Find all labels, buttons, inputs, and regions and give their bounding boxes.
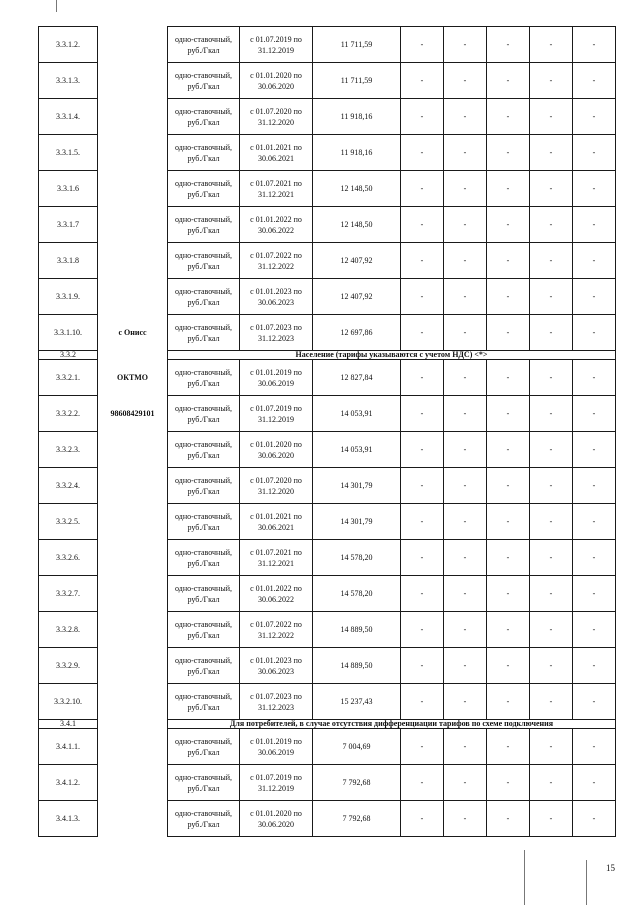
- row-number: 3.3.1.6: [39, 171, 98, 207]
- empty-value-cell: -: [573, 27, 616, 63]
- oktmo-column-cell: [98, 99, 168, 135]
- table-row: [39, 612, 616, 648]
- oktmo-column-cell: [98, 648, 168, 684]
- empty-value-cell: -: [487, 729, 530, 765]
- table-row: [39, 801, 616, 837]
- table-row: [39, 468, 616, 504]
- tariff-period: с 01.01.2019 по 30.06.2019: [240, 360, 313, 396]
- empty-value-cell: -: [530, 315, 573, 351]
- table-row: [39, 99, 616, 135]
- tariff-table: [38, 26, 616, 837]
- tariff-unit: одно-ставочный, руб./Гкал: [168, 171, 240, 207]
- oktmo-column-cell: [98, 729, 168, 765]
- empty-value-cell: -: [573, 801, 616, 837]
- oktmo-column-cell: [98, 801, 168, 837]
- tariff-value: 11 711,59: [313, 27, 401, 63]
- table-row: [39, 396, 616, 432]
- tariff-period: с 01.01.2022 по 30.06.2022: [240, 207, 313, 243]
- oktmo-column-cell: 98608429101: [98, 396, 168, 432]
- empty-value-cell: -: [401, 612, 444, 648]
- empty-value-cell: -: [401, 99, 444, 135]
- oktmo-column-cell: [98, 612, 168, 648]
- tariff-unit: одно-ставочный, руб./Гкал: [168, 279, 240, 315]
- empty-value-cell: -: [444, 432, 487, 468]
- tariff-value: 11 711,59: [313, 63, 401, 99]
- empty-value-cell: -: [487, 63, 530, 99]
- oktmo-column-cell: [98, 27, 168, 63]
- empty-value-cell: -: [444, 648, 487, 684]
- row-number: 3.3.1.2.: [39, 27, 98, 63]
- empty-value-cell: -: [573, 360, 616, 396]
- empty-value-cell: -: [401, 648, 444, 684]
- tariff-unit: одно-ставочный, руб./Гкал: [168, 540, 240, 576]
- scan-artifact-line: [586, 860, 587, 905]
- tariff-unit: одно-ставочный, руб./Гкал: [168, 99, 240, 135]
- tariff-value: 12 148,50: [313, 171, 401, 207]
- row-number: 3.4.1.3.: [39, 801, 98, 837]
- row-number: 3.3.2.4.: [39, 468, 98, 504]
- tariff-period: с 01.07.2020 по 31.12.2020: [240, 99, 313, 135]
- empty-value-cell: -: [444, 360, 487, 396]
- empty-value-cell: -: [573, 729, 616, 765]
- table-row: [39, 576, 616, 612]
- row-number: 3.3.2.2.: [39, 396, 98, 432]
- row-number: 3.3.1.8: [39, 243, 98, 279]
- empty-value-cell: -: [444, 243, 487, 279]
- empty-value-cell: -: [573, 612, 616, 648]
- empty-value-cell: -: [573, 315, 616, 351]
- tariff-period: с 01.07.2020 по 31.12.2020: [240, 468, 313, 504]
- row-number: 3.3.2.3.: [39, 432, 98, 468]
- scan-artifact-line: [524, 850, 525, 905]
- empty-value-cell: -: [530, 504, 573, 540]
- tariff-unit: одно-ставочный, руб./Гкал: [168, 468, 240, 504]
- row-number: 3.3.2.10.: [39, 684, 98, 720]
- table-row: [39, 360, 616, 396]
- section-title: Население (тарифы указываются с учетом НДС) <*>: [168, 351, 616, 360]
- tariff-value: 14 053,91: [313, 432, 401, 468]
- empty-value-cell: -: [530, 801, 573, 837]
- empty-value-cell: -: [487, 801, 530, 837]
- empty-value-cell: -: [401, 765, 444, 801]
- tariff-period: с 01.07.2019 по 31.12.2019: [240, 27, 313, 63]
- empty-value-cell: -: [487, 684, 530, 720]
- empty-value-cell: -: [444, 396, 487, 432]
- tariff-unit: одно-ставочный, руб./Гкал: [168, 396, 240, 432]
- tariff-period: с 01.07.2019 по 31.12.2019: [240, 765, 313, 801]
- tariff-period: с 01.01.2023 по 30.06.2023: [240, 279, 313, 315]
- empty-value-cell: -: [573, 576, 616, 612]
- tariff-value: 14 578,20: [313, 576, 401, 612]
- empty-value-cell: -: [401, 576, 444, 612]
- oktmo-column-cell: [98, 243, 168, 279]
- tariff-value: 14 301,79: [313, 504, 401, 540]
- empty-value-cell: -: [530, 684, 573, 720]
- empty-value-cell: -: [530, 576, 573, 612]
- empty-value-cell: -: [401, 135, 444, 171]
- tariff-unit: одно-ставочный, руб./Гкал: [168, 63, 240, 99]
- empty-value-cell: -: [487, 468, 530, 504]
- empty-value-cell: -: [444, 315, 487, 351]
- table-row: [39, 504, 616, 540]
- empty-value-cell: -: [573, 540, 616, 576]
- oktmo-column-cell: [98, 63, 168, 99]
- empty-value-cell: -: [444, 279, 487, 315]
- empty-value-cell: -: [444, 612, 487, 648]
- oktmo-column-cell: [98, 207, 168, 243]
- row-number: 3.3.2.9.: [39, 648, 98, 684]
- empty-value-cell: -: [530, 729, 573, 765]
- empty-value-cell: -: [573, 765, 616, 801]
- table-row: [39, 135, 616, 171]
- empty-value-cell: -: [444, 171, 487, 207]
- row-number: 3.3.2.1.: [39, 360, 98, 396]
- empty-value-cell: -: [487, 315, 530, 351]
- tariff-period: с 01.07.2023 по 31.12.2023: [240, 684, 313, 720]
- empty-value-cell: -: [573, 684, 616, 720]
- tariff-unit: одно-ставочный, руб./Гкал: [168, 432, 240, 468]
- tariff-value: 7 792,68: [313, 765, 401, 801]
- tariff-period: с 01.01.2020 по 30.06.2020: [240, 63, 313, 99]
- tariff-value: 14 889,50: [313, 648, 401, 684]
- row-number: 3.3.1.7: [39, 207, 98, 243]
- oktmo-column-cell: [98, 351, 168, 360]
- table-row: [39, 207, 616, 243]
- empty-value-cell: -: [573, 396, 616, 432]
- empty-value-cell: -: [401, 315, 444, 351]
- empty-value-cell: -: [444, 801, 487, 837]
- empty-value-cell: -: [444, 468, 487, 504]
- tariff-unit: одно-ставочный, руб./Гкал: [168, 27, 240, 63]
- row-number: 3.4.1.1.: [39, 729, 98, 765]
- empty-value-cell: -: [530, 540, 573, 576]
- empty-value-cell: -: [530, 27, 573, 63]
- oktmo-column-cell: [98, 765, 168, 801]
- empty-value-cell: -: [530, 63, 573, 99]
- section-title: Для потребителей, в случае отсутствия дифференциации тарифов по схеме подключения: [168, 720, 616, 729]
- empty-value-cell: -: [401, 207, 444, 243]
- empty-value-cell: -: [444, 207, 487, 243]
- tariff-value: 11 918,16: [313, 99, 401, 135]
- empty-value-cell: -: [401, 171, 444, 207]
- page-number: 15: [606, 863, 615, 873]
- empty-value-cell: -: [487, 171, 530, 207]
- empty-value-cell: -: [487, 432, 530, 468]
- empty-value-cell: -: [530, 279, 573, 315]
- empty-value-cell: -: [487, 504, 530, 540]
- table-row: [39, 27, 616, 63]
- empty-value-cell: -: [487, 576, 530, 612]
- empty-value-cell: -: [444, 99, 487, 135]
- tariff-period: с 01.07.2022 по 31.12.2022: [240, 243, 313, 279]
- tariff-value: 12 407,92: [313, 279, 401, 315]
- empty-value-cell: -: [530, 207, 573, 243]
- tariff-unit: одно-ставочный, руб./Гкал: [168, 648, 240, 684]
- row-number: 3.4.1.2.: [39, 765, 98, 801]
- table-row: [39, 63, 616, 99]
- tariff-value: 14 301,79: [313, 468, 401, 504]
- tariff-value: 12 407,92: [313, 243, 401, 279]
- table-row: [39, 765, 616, 801]
- tariff-value: 7 792,68: [313, 801, 401, 837]
- empty-value-cell: -: [487, 612, 530, 648]
- tariff-value: 12 148,50: [313, 207, 401, 243]
- empty-value-cell: -: [487, 360, 530, 396]
- table-row: [39, 684, 616, 720]
- oktmo-column-cell: [98, 432, 168, 468]
- tariff-value: 11 918,16: [313, 135, 401, 171]
- tariff-unit: одно-ставочный, руб./Гкал: [168, 765, 240, 801]
- empty-value-cell: -: [444, 576, 487, 612]
- tariff-period: с 01.07.2021 по 31.12.2021: [240, 171, 313, 207]
- row-number: 3.3.2.8.: [39, 612, 98, 648]
- empty-value-cell: -: [530, 135, 573, 171]
- empty-value-cell: -: [487, 396, 530, 432]
- empty-value-cell: -: [444, 540, 487, 576]
- row-number: 3.3.2.6.: [39, 540, 98, 576]
- empty-value-cell: -: [401, 396, 444, 432]
- empty-value-cell: -: [401, 729, 444, 765]
- tariff-period: с 01.01.2021 по 30.06.2021: [240, 504, 313, 540]
- tariff-unit: одно-ставочный, руб./Гкал: [168, 243, 240, 279]
- row-number: 3.3.2.7.: [39, 576, 98, 612]
- empty-value-cell: -: [530, 612, 573, 648]
- empty-value-cell: -: [573, 99, 616, 135]
- table-row: [39, 243, 616, 279]
- table-row: [39, 171, 616, 207]
- empty-value-cell: -: [573, 135, 616, 171]
- empty-value-cell: -: [444, 135, 487, 171]
- tariff-period: с 01.01.2021 по 30.06.2021: [240, 135, 313, 171]
- oktmo-column-cell: [98, 720, 168, 729]
- tariff-unit: одно-ставочный, руб./Гкал: [168, 801, 240, 837]
- oktmo-column-cell: [98, 504, 168, 540]
- empty-value-cell: -: [401, 432, 444, 468]
- empty-value-cell: -: [487, 540, 530, 576]
- oktmo-column-cell: [98, 540, 168, 576]
- tariff-value: 12 697,86: [313, 315, 401, 351]
- empty-value-cell: -: [401, 684, 444, 720]
- empty-value-cell: -: [401, 243, 444, 279]
- tariff-value: 15 237,43: [313, 684, 401, 720]
- empty-value-cell: -: [444, 63, 487, 99]
- tariff-unit: одно-ставочный, руб./Гкал: [168, 360, 240, 396]
- tariff-unit: одно-ставочный, руб./Гкал: [168, 612, 240, 648]
- empty-value-cell: -: [530, 396, 573, 432]
- empty-value-cell: -: [401, 468, 444, 504]
- empty-value-cell: -: [444, 765, 487, 801]
- empty-value-cell: -: [487, 135, 530, 171]
- tariff-unit: одно-ставочный, руб./Гкал: [168, 729, 240, 765]
- tariff-period: с 01.07.2019 по 31.12.2019: [240, 396, 313, 432]
- scan-artifact-line: [56, 0, 57, 12]
- oktmo-column-cell: [98, 468, 168, 504]
- section-header-row: [39, 720, 616, 729]
- oktmo-column-cell: [98, 684, 168, 720]
- tariff-period: с 01.01.2022 по 30.06.2022: [240, 576, 313, 612]
- empty-value-cell: -: [573, 171, 616, 207]
- empty-value-cell: -: [401, 279, 444, 315]
- empty-value-cell: -: [487, 207, 530, 243]
- section-number: 3.4.1: [39, 720, 98, 729]
- tariff-unit: одно-ставочный, руб./Гкал: [168, 315, 240, 351]
- empty-value-cell: -: [530, 468, 573, 504]
- tariff-period: с 01.07.2021 по 31.12.2021: [240, 540, 313, 576]
- table-row: [39, 540, 616, 576]
- empty-value-cell: -: [487, 99, 530, 135]
- empty-value-cell: -: [573, 648, 616, 684]
- oktmo-column-cell: с Онисс: [98, 315, 168, 351]
- table-row: [39, 279, 616, 315]
- row-number: 3.3.1.5.: [39, 135, 98, 171]
- empty-value-cell: -: [487, 279, 530, 315]
- empty-value-cell: -: [573, 279, 616, 315]
- table-row: [39, 315, 616, 351]
- oktmo-column-cell: [98, 135, 168, 171]
- tariff-value: 7 004,69: [313, 729, 401, 765]
- oktmo-column-cell: ОКТМО: [98, 360, 168, 396]
- empty-value-cell: -: [573, 504, 616, 540]
- oktmo-column-cell: [98, 576, 168, 612]
- oktmo-column-cell: [98, 171, 168, 207]
- empty-value-cell: -: [444, 504, 487, 540]
- empty-value-cell: -: [530, 360, 573, 396]
- tariff-period: с 01.01.2020 по 30.06.2020: [240, 432, 313, 468]
- empty-value-cell: -: [401, 360, 444, 396]
- tariff-value: 14 889,50: [313, 612, 401, 648]
- empty-value-cell: -: [487, 243, 530, 279]
- tariff-value: 14 053,91: [313, 396, 401, 432]
- tariff-table-body: [39, 27, 616, 837]
- table-row: [39, 648, 616, 684]
- empty-value-cell: -: [487, 27, 530, 63]
- empty-value-cell: -: [530, 765, 573, 801]
- empty-value-cell: -: [401, 540, 444, 576]
- empty-value-cell: -: [573, 243, 616, 279]
- empty-value-cell: -: [444, 729, 487, 765]
- tariff-period: с 01.01.2019 по 30.06.2019: [240, 729, 313, 765]
- table-row: [39, 729, 616, 765]
- empty-value-cell: -: [401, 801, 444, 837]
- empty-value-cell: -: [530, 648, 573, 684]
- tariff-period: с 01.01.2023 по 30.06.2023: [240, 648, 313, 684]
- row-number: 3.3.1.4.: [39, 99, 98, 135]
- row-number: 3.3.2.5.: [39, 504, 98, 540]
- table-row: [39, 432, 616, 468]
- section-number: 3.3.2: [39, 351, 98, 360]
- empty-value-cell: -: [530, 432, 573, 468]
- empty-value-cell: -: [530, 99, 573, 135]
- tariff-value: 12 827,84: [313, 360, 401, 396]
- empty-value-cell: -: [487, 765, 530, 801]
- tariff-unit: одно-ставочный, руб./Гкал: [168, 576, 240, 612]
- tariff-period: с 01.01.2020 по 30.06.2020: [240, 801, 313, 837]
- empty-value-cell: -: [530, 171, 573, 207]
- empty-value-cell: -: [444, 27, 487, 63]
- tariff-unit: одно-ставочный, руб./Гкал: [168, 207, 240, 243]
- empty-value-cell: -: [573, 432, 616, 468]
- empty-value-cell: -: [444, 684, 487, 720]
- empty-value-cell: -: [401, 27, 444, 63]
- tariff-unit: одно-ставочный, руб./Гкал: [168, 135, 240, 171]
- tariff-period: с 01.07.2022 по 31.12.2022: [240, 612, 313, 648]
- tariff-unit: одно-ставочный, руб./Гкал: [168, 684, 240, 720]
- row-number: 3.3.1.10.: [39, 315, 98, 351]
- empty-value-cell: -: [530, 243, 573, 279]
- empty-value-cell: -: [573, 63, 616, 99]
- row-number: 3.3.1.9.: [39, 279, 98, 315]
- row-number: 3.3.1.3.: [39, 63, 98, 99]
- empty-value-cell: -: [401, 504, 444, 540]
- tariff-period: с 01.07.2023 по 31.12.2023: [240, 315, 313, 351]
- empty-value-cell: -: [573, 468, 616, 504]
- section-header-row: [39, 351, 616, 360]
- oktmo-column-cell: [98, 279, 168, 315]
- tariff-value: 14 578,20: [313, 540, 401, 576]
- empty-value-cell: -: [573, 207, 616, 243]
- empty-value-cell: -: [487, 648, 530, 684]
- tariff-unit: одно-ставочный, руб./Гкал: [168, 504, 240, 540]
- empty-value-cell: -: [401, 63, 444, 99]
